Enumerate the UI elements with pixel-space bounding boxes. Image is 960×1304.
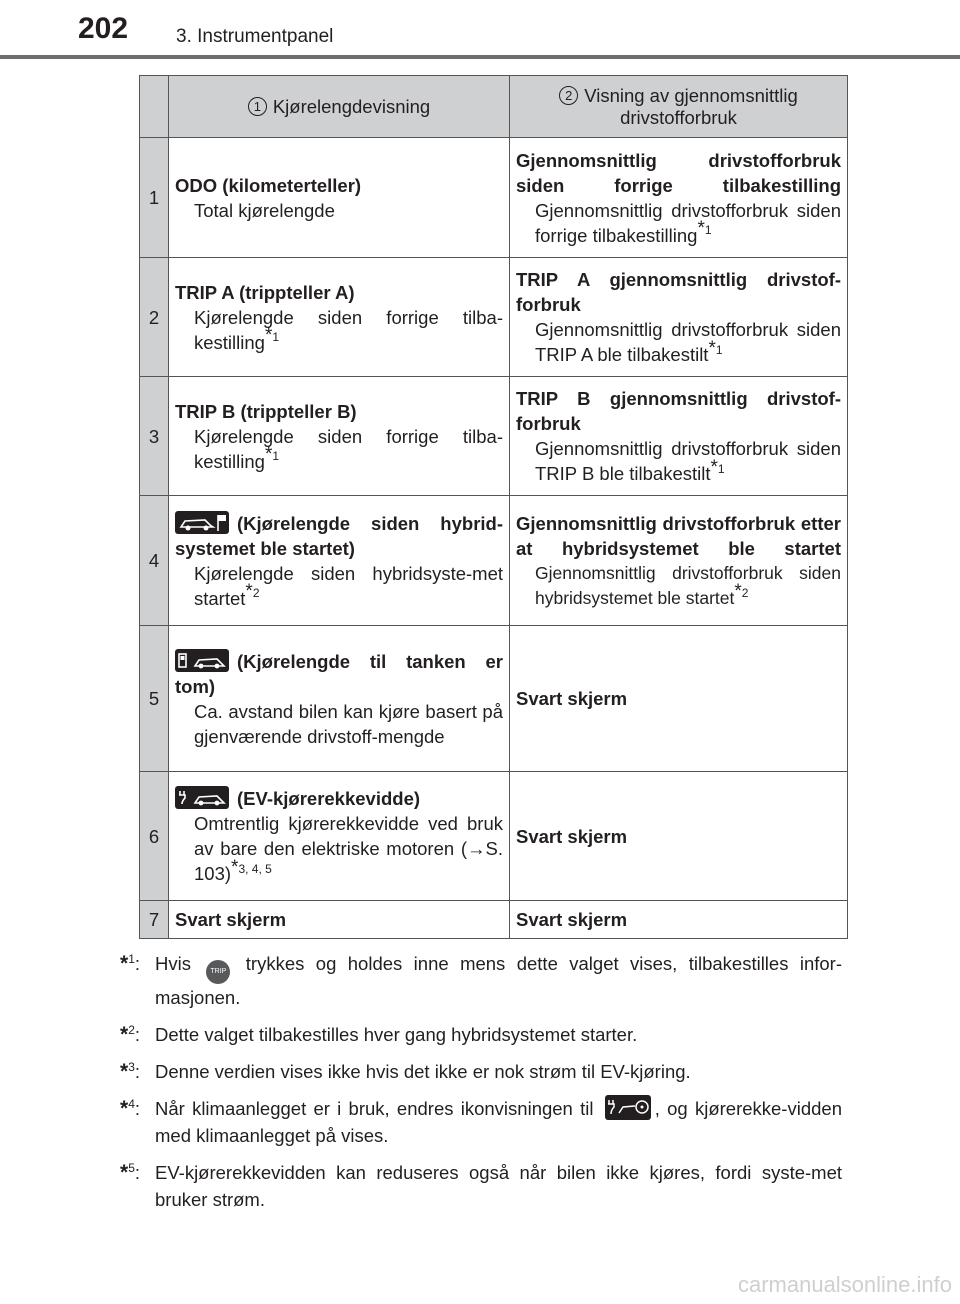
page-header — [0, 0, 960, 62]
trip-button-icon: TRIP — [206, 960, 230, 984]
plug-car-fan-icon — [605, 1095, 651, 1120]
table-row: 6 (EV-kjørerekkevidde) Omtrentlig kjørerekkevidde ved bruk av bare den elektriske motoren (→S. 103)$^{*3, 4, 5}$ Svart skjerm — [140, 772, 848, 901]
table-row: 7 Svart skjerm Svart skjerm — [140, 901, 848, 939]
table-row: 2 TRIP A (trippteller A) Kjørelengde siden forrige tilba-kestilling$^{*1}$ TRIP A gjennomsnittlig drivstof-forbruk Gjennomsnittlig drivstofforbruk siden TRIP A ble tilbakestilt$^{*1}$ — [140, 258, 848, 377]
table-row: 5 (Kjørelengde til tanken er tom) Ca. avstand bilen kan kjøre basert på gjenværende drivstoff-mengde Svart skjerm — [140, 626, 848, 772]
display-table — [139, 75, 848, 939]
col2-header: 2 Visning av gjennomsnittlig drivstofforbruk — [510, 76, 848, 138]
col1-header: 1 Kjørelengdevisning — [169, 76, 510, 138]
fuel-car-icon — [175, 649, 229, 672]
table-row: 4 (Kjørelengde siden hybrid-systemet ble startet) Kjørelengde siden hybridsyste-met startet$^{*2}$ Gjennomsnittlig drivstofforbruk etter at hybridsystemet ble startet Gjennomsnittlig drivstofforbruk siden hybridsystemet ble startet$^{*2}$ — [140, 496, 848, 626]
footnotes — [120, 950, 842, 1223]
footnote: *$^3$: Denne verdien vises ikke hvis det ikke er nok strøm til EV-kjøring. — [120, 1059, 691, 1083]
footnote: *$^1$: Hvis TRIP trykkes og holdes inne mens dette valget vises, tilbakestilles infor-masjonen. — [120, 951, 843, 1008]
car-flag-icon — [175, 511, 229, 534]
watermark: carmanualsonline.info — [737, 1272, 952, 1297]
arrow-icon: → — [467, 838, 486, 859]
circle-number: 2 — [559, 86, 578, 105]
table-row: 3 TRIP B (trippteller B) Kjørelengde siden forrige tilba-kestilling$^{*1}$ TRIP B gjennomsnittlig drivstof-forbruk Gjennomsnittlig drivstofforbruk siden TRIP B ble tilbakestilt$^{*1}$ — [140, 377, 848, 496]
page-reference[interactable]: S. 103) — [194, 838, 503, 884]
footnote: *$^5$: EV-kjørerekkevidden kan reduseres også når bilen ikke kjøres, fordi syste-met bruker strøm. — [120, 1160, 842, 1210]
page-number: 202 — [78, 12, 129, 45]
table-header-row — [140, 76, 848, 138]
circle-number: 1 — [248, 97, 267, 116]
section-title: 3. Instrumentpanel — [176, 26, 334, 47]
footnote: *$^2$: Dette valget tilbakestilles hver gang hybridsystemet starter. — [120, 1022, 638, 1046]
footnote: *$^4$: Når klimaanlegget er i bruk, endres ikonvisningen til , og kjørerekke-vidden med klimaanlegget på vises. — [120, 1096, 842, 1146]
table-row: 1 ODO (kilometerteller) Total kjørelengde Gjennomsnittlig drivstofforbruk siden forrige tilbakestilling Gjennomsnittlig drivstofforbruk siden forrige tilbakestilling$^{*1}$ — [140, 138, 848, 258]
plug-car-icon — [175, 786, 229, 809]
header-rule — [0, 55, 960, 59]
